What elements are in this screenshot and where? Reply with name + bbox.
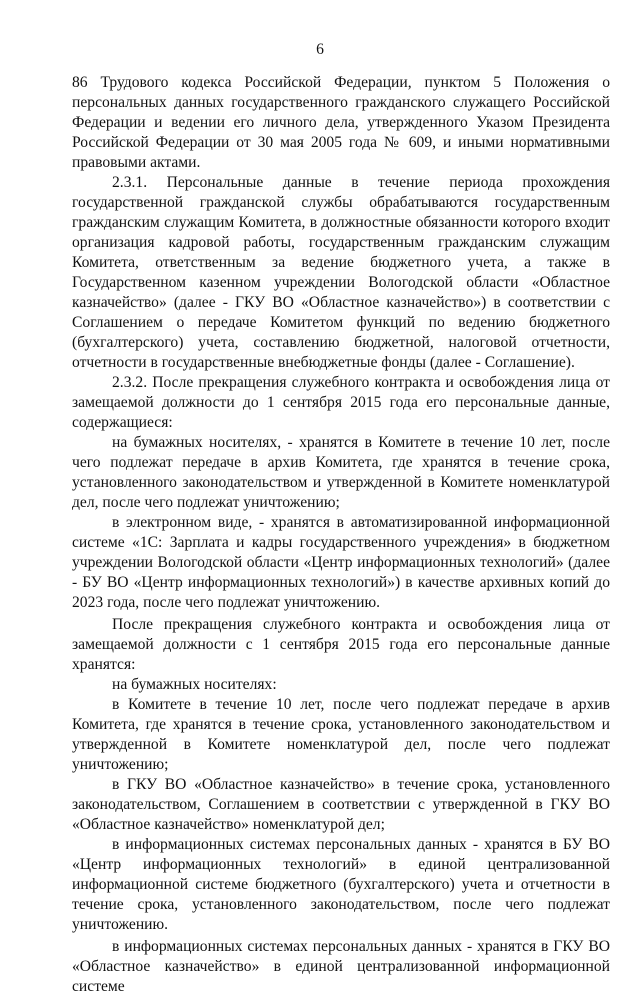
document-body — [72, 73, 610, 997]
paragraph-treasury-systems: в информационных системах персональных данных - хранятся в ГКУ ВО «Областное казначейство» в единой централизованной информационной системе — [72, 938, 610, 995]
paragraph-continuation: 86 Трудового кодекса Российской Федерации, пунктом 5 Положения о персональных данных государственного гражданского служащего Российской Федерации и ведении его личного дела, утвержденного Указом Президента Российской Федерации от 30 мая 2005 года № 609, и иными нормативными правовыми актами. — [72, 74, 610, 171]
paragraph-after-2015-intro: После прекращения служебного контракта и освобождения лица от замещаемой должности с 1 сентября 2015 года его персональные данные хранятся: — [72, 616, 610, 673]
paragraph-electronic-storage-before-2015: в электронном виде, - хранятся в автоматизированной информационной системе «1С: Зарплата и кадры государственного учреждения» в бюджетном учреждении Вологодской области «Центр информационных технологий» (далее - БУ ВО «Центр информационных технологий») в качестве архивных копий до 2023 года, после чего подлежат уничтожению. — [72, 514, 610, 611]
paragraph-treasury-storage: в ГКУ ВО «Областное казначейство» в течение срока, установленного законодательством, Соглашением в соответствии с утвержденной в ГКУ ВО «Областное казначейство» номенклатурой дел; — [72, 776, 610, 833]
paragraph-paper-storage-before-2015: на бумажных носителях, - хранятся в Комитете в течение 10 лет, после чего подлежат передаче в архив Комитета, где хранятся в течение срока, установленного законодательством и утвержденной в Комитете номенклатурой дел, после чего подлежат уничтожению; — [72, 434, 610, 511]
paragraph-committee-storage: в Комитете в течение 10 лет, после чего подлежат передаче в архив Комитета, где хранятся в течение срока, установленного законодательством и утвержденной в Комитете номенклатурой дел, после чего подлежат уничтожению; — [72, 696, 610, 773]
page-number: 6 — [316, 41, 324, 58]
paragraph-2-3-1: 2.3.1. Персональные данные в течение периода прохождения государственной гражданской службы обрабатываются государственным гражданским служащим Комитета, в должностные обязанности которого входит организация кадровой работы, государственным гражданским служащим Комитета, ответственным за ведение бюджетного учета, а также в Государственном казенном учреждении Вологодской области «Областное казначейство» (далее - ГКУ ВО «Областное казначейство») в соответствии с Соглашением о передаче Комитетом функций по ведению бюджетного (бухгалтерского) учета, составлению бюджетной, налоговой отчетности, отчетности в государственные внебюджетные фонды (далее - Соглашение). — [72, 174, 610, 371]
paragraph-paper-media-heading: на бумажных носителях: — [112, 676, 277, 693]
paragraph-2-3-2: 2.3.2. После прекращения служебного контракта и освобождения лица от замещаемой должности до 1 сентября 2015 года его персональные данные, содержащиеся: — [72, 374, 610, 431]
paragraph-it-center-systems: в информационных системах персональных данных - хранятся в БУ ВО «Центр информационных технологий» в единой централизованной информационной системе бюджетного (бухгалтерского) учета и отчетности в течение срока, установленного законодательством, после чего подлежат уничтожению. — [72, 836, 610, 933]
